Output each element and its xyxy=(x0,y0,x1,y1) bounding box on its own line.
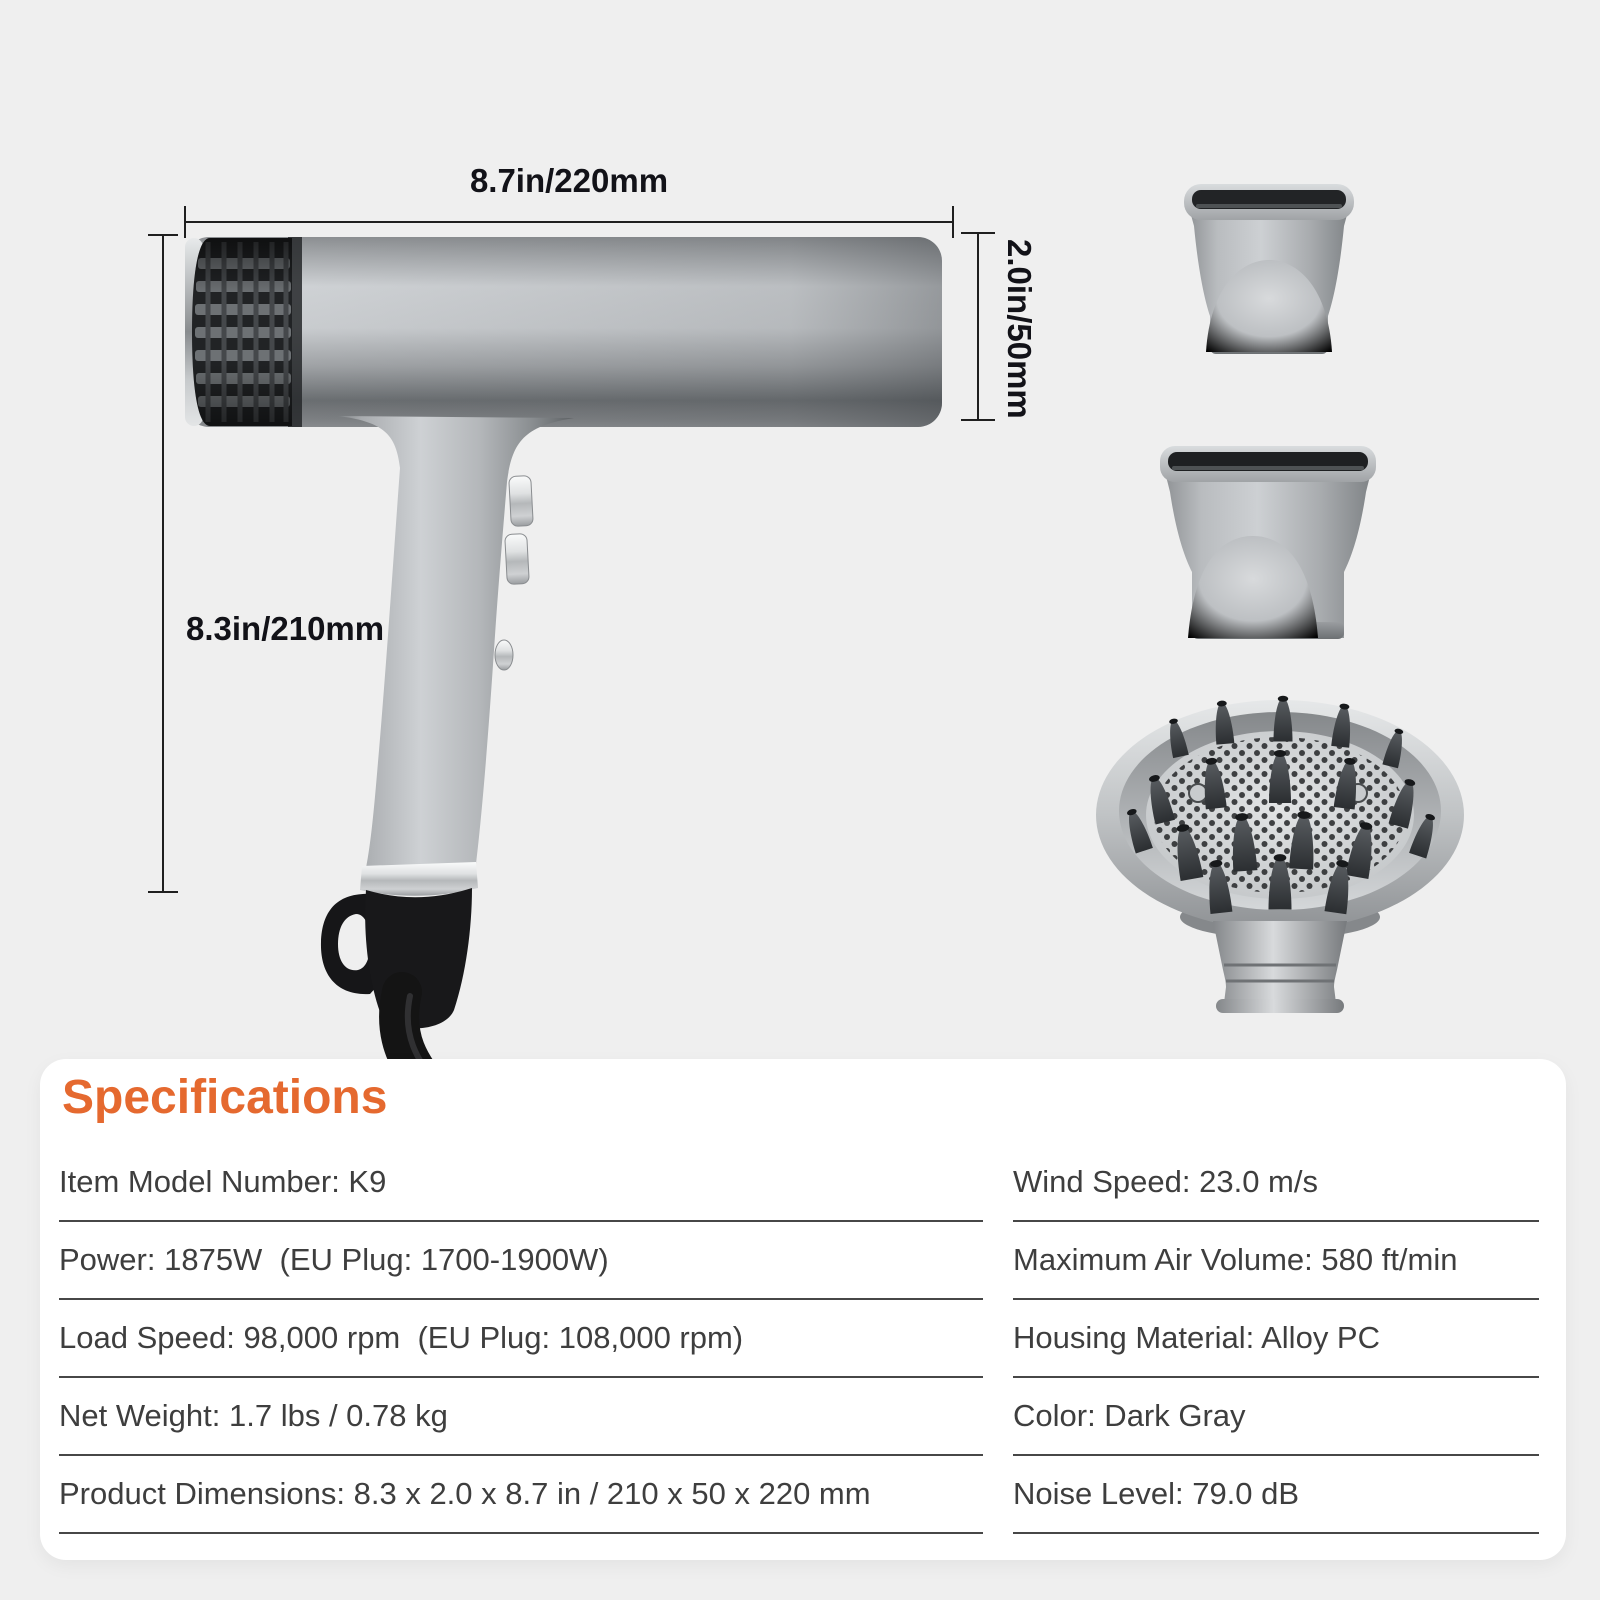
outlet-dimension-label: 2.0in/50mm xyxy=(1001,239,1038,419)
specifications-heading: Specifications xyxy=(62,1071,388,1124)
spec-row-housing-material: Housing Material: Alloy PC xyxy=(1013,1300,1539,1378)
width-dimension-tick-right xyxy=(952,206,954,238)
width-dimension-line xyxy=(185,221,954,223)
spec-row-color: Color: Dark Gray xyxy=(1013,1378,1539,1456)
spec-row-net-weight: Net Weight: 1.7 lbs / 0.78 kg xyxy=(59,1378,983,1456)
spec-row-model: Item Model Number: K9 xyxy=(59,1144,983,1222)
concentrator-nozzle-large-illustration xyxy=(1118,440,1388,655)
spec-row-air-volume: Maximum Air Volume: 580 ft/min xyxy=(1013,1222,1539,1300)
width-dimension-tick-left xyxy=(184,206,186,238)
outlet-dimension-line xyxy=(977,233,979,421)
height-dimension-tick-bottom xyxy=(148,891,178,893)
outlet-dimension-tick-top xyxy=(961,232,995,234)
height-dimension-label: 8.3in/210mm xyxy=(186,610,385,647)
spec-row-product-dimensions: Product Dimensions: 8.3 x 2.0 x 8.7 in / 210 x 50 x 220 mm xyxy=(59,1456,983,1534)
width-dimension-label: 8.7in/220mm xyxy=(469,162,669,199)
concentrator-nozzle-small-illustration xyxy=(1150,168,1380,368)
spec-column-left xyxy=(59,1144,983,1534)
spec-row-wind-speed: Wind Speed: 23.0 m/s xyxy=(1013,1144,1539,1222)
height-dimension-tick-top xyxy=(148,234,178,236)
height-dimension-line xyxy=(162,235,164,893)
specifications-panel xyxy=(40,1059,1566,1560)
spec-column-right xyxy=(1013,1144,1539,1534)
diffuser-illustration xyxy=(1058,665,1508,1025)
spec-row-noise-level: Noise Level: 79.0 dB xyxy=(1013,1456,1539,1534)
outlet-dimension-tick-bottom xyxy=(961,419,995,421)
spec-row-power: Power: 1875W (EU Plug: 1700-1900W) xyxy=(59,1222,983,1300)
intake-grille xyxy=(185,237,302,427)
spec-row-load-speed: Load Speed: 98,000 rpm (EU Plug: 108,000 rpm) xyxy=(59,1300,983,1378)
